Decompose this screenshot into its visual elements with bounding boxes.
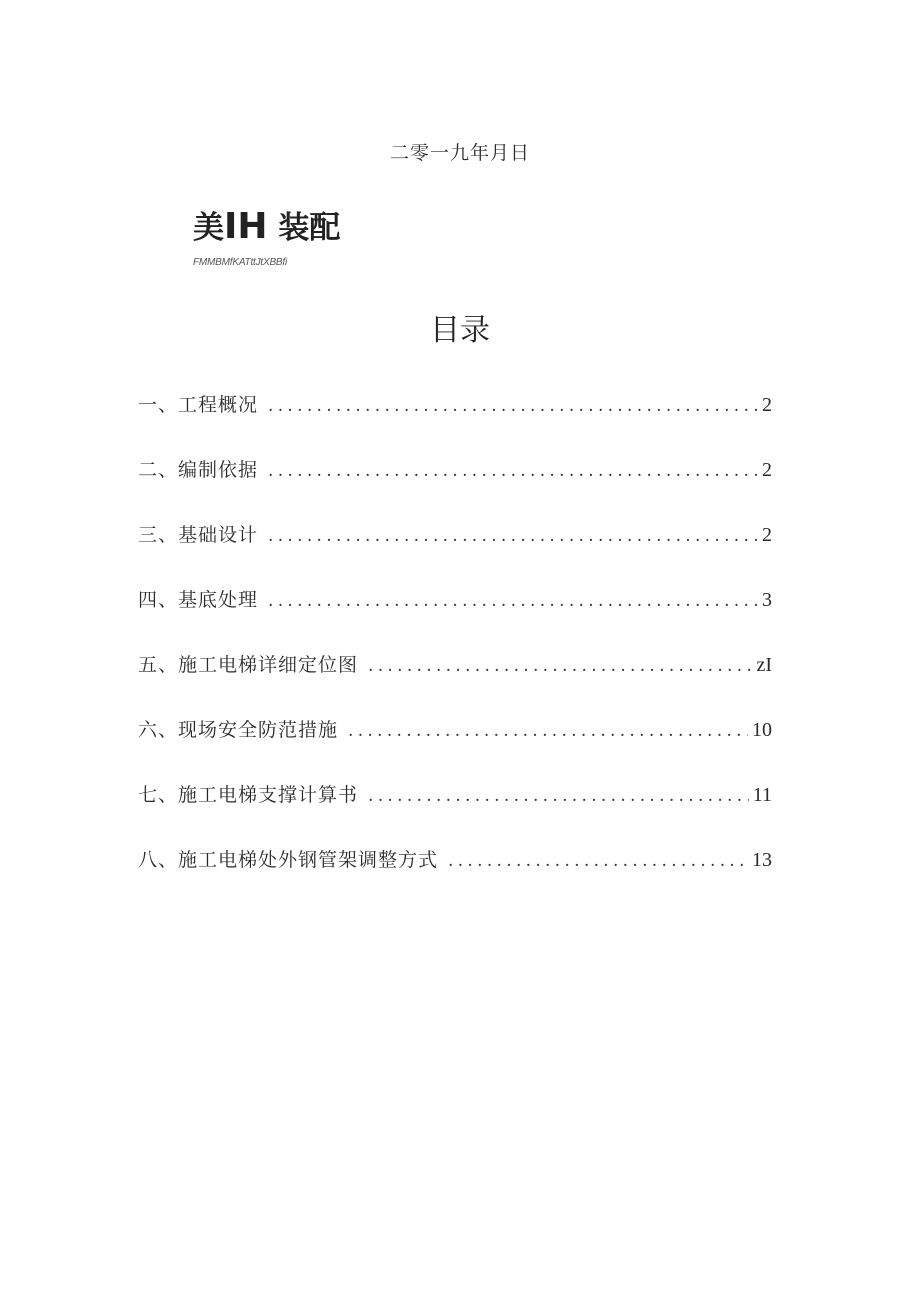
toc-entry[interactable]	[138, 390, 772, 455]
toc-entry[interactable]	[138, 780, 772, 845]
toc-entry[interactable]	[138, 650, 772, 715]
toc-entry[interactable]	[138, 520, 772, 585]
toc-leader-dots	[448, 851, 748, 871]
toc-leader-dots	[268, 591, 758, 611]
toc-entry[interactable]	[138, 715, 772, 780]
logo-mark	[193, 206, 373, 247]
toc-entry-page: 3	[762, 589, 772, 611]
toc-entry-page: 10	[752, 719, 772, 741]
toc-leader-dots	[368, 656, 752, 676]
toc-entry-label: 六、现场安全防范措施	[138, 719, 339, 741]
toc-entry-label: 五、施工电梯详细定位图	[138, 654, 359, 676]
toc-leader-dots	[368, 786, 749, 806]
toc-entry-page: 2	[762, 524, 772, 546]
table-of-contents	[138, 390, 772, 910]
toc-leader-dots	[268, 396, 758, 416]
toc-entry[interactable]	[138, 585, 772, 650]
toc-leader-dots	[268, 461, 758, 481]
toc-entry-label: 八、施工电梯处外钢管架调整方式	[138, 849, 439, 871]
company-logo	[193, 206, 373, 268]
toc-entry-label: 一、工程概况	[138, 394, 259, 416]
toc-entry-label: 七、施工电梯支撑计算书	[138, 784, 359, 806]
toc-leader-dots	[268, 526, 758, 546]
toc-entry[interactable]	[138, 845, 772, 910]
toc-title: 目录	[430, 313, 490, 348]
logo-latin: IH	[224, 206, 268, 247]
toc-entry-label: 二、编制依据	[138, 459, 259, 481]
logo-cn-left: 美	[193, 210, 224, 246]
toc-entry-page: 13	[752, 849, 772, 871]
logo-cn-right: 装配	[278, 210, 341, 246]
toc-entry-label: 四、基底处理	[138, 589, 259, 611]
toc-entry-page: zI	[756, 654, 772, 676]
document-date: 二零一九年月日	[389, 142, 530, 164]
toc-entry-page: 2	[762, 394, 772, 416]
logo-subtitle: FMMBMfKATttJtXBBfi	[193, 257, 287, 268]
toc-entry-page: 11	[752, 784, 772, 806]
toc-entry-page: 2	[762, 459, 772, 481]
toc-entry[interactable]	[138, 455, 772, 520]
toc-entry-label: 三、基础设计	[138, 524, 259, 546]
toc-leader-dots	[348, 721, 748, 741]
